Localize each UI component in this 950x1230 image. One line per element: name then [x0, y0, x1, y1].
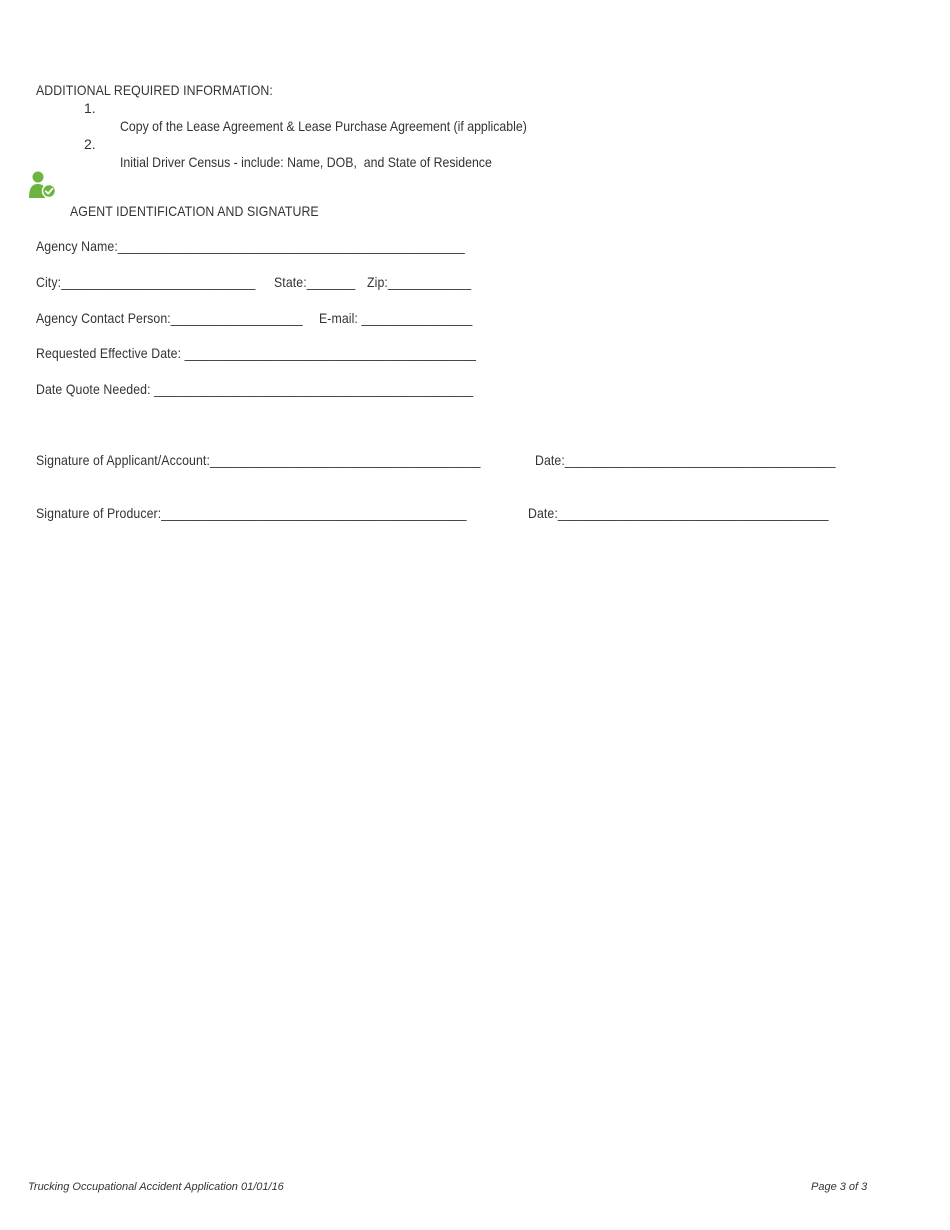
zip-field[interactable] [359, 255, 485, 291]
email-label: E-mail: ________________ [318, 310, 473, 326]
city-label: City:____________________________ [35, 274, 256, 290]
producer-date-field[interactable] [520, 486, 870, 522]
quote-date-label: Date Quote Needed: ______________________________________________ [35, 381, 474, 397]
applicant-date-label: Date:_______________________________________ [534, 452, 836, 468]
producer-signature-field[interactable] [28, 486, 525, 522]
contact-person-field[interactable] [28, 291, 339, 327]
agency-name-label: Agency Name:__________________________________________________ [35, 238, 465, 254]
agent-section-heading-text: AGENT IDENTIFICATION AND SIGNATURE [69, 203, 319, 219]
list-item-lease-agreement [112, 99, 582, 135]
agency-name-field[interactable] [28, 219, 523, 255]
footer-page-number: Page 3 of 3 [811, 1181, 868, 1193]
producer-signature-label: Signature of Producer:____________________________________________ [35, 505, 467, 521]
agent-check-icon [28, 170, 58, 200]
list-item-number: 2. [84, 136, 96, 152]
effective-date-label: Requested Effective Date: __________________________________________ [35, 345, 477, 361]
applicant-signature-field[interactable] [28, 433, 541, 469]
applicant-signature-label: Signature of Applicant/Account:_______________________________________ [35, 452, 481, 468]
quote-date-field[interactable] [28, 362, 533, 398]
agent-section-heading [62, 184, 353, 220]
additional-info-heading [28, 63, 305, 99]
email-field[interactable] [311, 291, 493, 327]
list-item-number: 1. [84, 100, 96, 116]
state-label: State:_______ [273, 274, 356, 290]
city-field[interactable] [28, 255, 285, 291]
applicant-date-field[interactable] [527, 433, 877, 469]
state-field[interactable] [266, 255, 366, 291]
list-item-text: Initial Driver Census - include: Name, DOB, and State of Residence [119, 154, 492, 170]
list-item-driver-census [112, 135, 542, 171]
effective-date-field[interactable] [28, 326, 536, 362]
footer-form-title: Trucking Occupational Accident Application 01/01/16 [28, 1181, 284, 1193]
list-item-text: Copy of the Lease Agreement & Lease Purchase Agreement (if applicable) [119, 118, 527, 134]
additional-info-heading-text: ADDITIONAL REQUIRED INFORMATION: [35, 82, 273, 98]
zip-label: Zip:____________ [366, 274, 472, 290]
producer-date-label: Date:_______________________________________ [527, 505, 829, 521]
contact-person-label: Agency Contact Person:___________________ [35, 310, 303, 326]
